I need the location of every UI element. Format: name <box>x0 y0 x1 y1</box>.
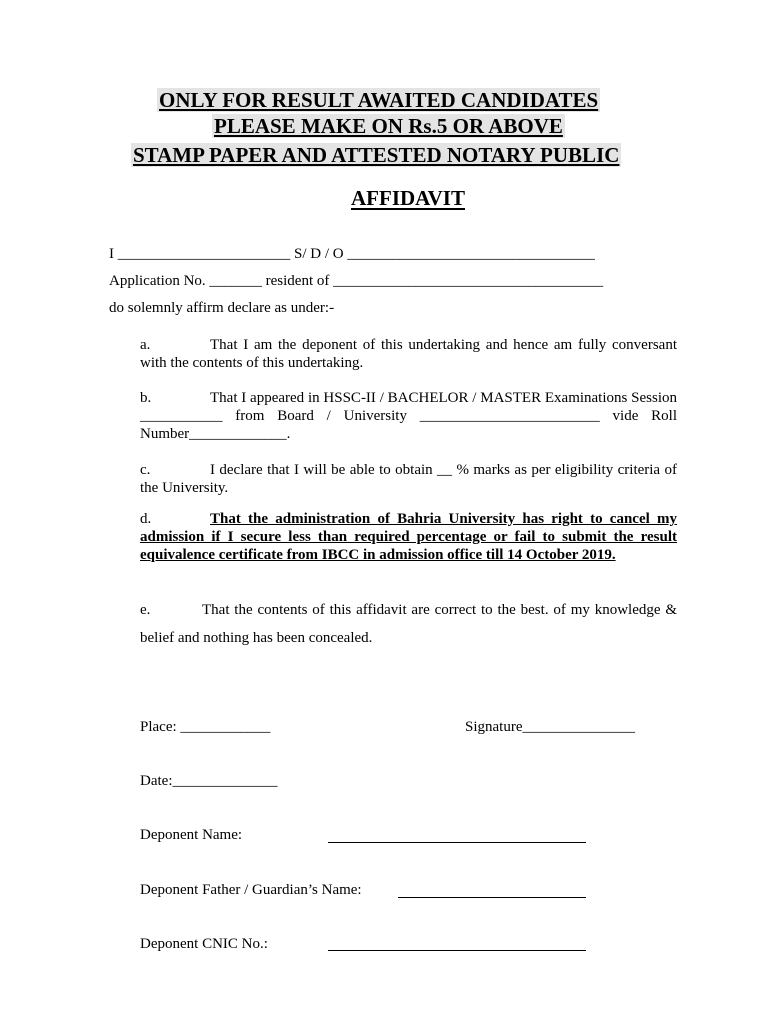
cnic-rule <box>328 950 586 951</box>
intro-application-line: Application No. _______ resident of ____________________________________ <box>109 273 604 289</box>
clause-c-label: c. <box>140 462 151 478</box>
father-name-label: Deponent Father / Guardian’s Name: <box>140 882 362 898</box>
clause-e <box>140 596 677 652</box>
date-field: Date:______________ <box>140 773 278 789</box>
affidavit-title: AFFIDAVIT <box>351 186 465 210</box>
intro-declaration-line: do solemnly affirm declare as under:- <box>109 300 335 316</box>
clause-b-label: b. <box>140 390 152 406</box>
header-line-2 <box>212 114 565 138</box>
header-line-2-text: PLEASE MAKE ON Rs.5 OR ABOVE <box>214 114 563 138</box>
clause-d-label: d. <box>140 511 152 527</box>
header-line-1 <box>157 88 600 112</box>
header-line-3 <box>131 143 621 167</box>
clause-d <box>140 510 677 564</box>
clause-b-text: That I appeared in HSSC-II / BACHELOR / MASTER Examinations Session ___________ from Board / University ________________________ vide Roll Number_____________. <box>140 390 677 442</box>
clause-a <box>140 336 677 372</box>
deponent-name-label: Deponent Name: <box>140 827 243 843</box>
signature-field: Signature_______________ <box>465 719 635 735</box>
clause-c <box>140 461 677 497</box>
clause-d-text: That the administration of Bahria University has right to cancel my admission if I secure less than required percentage or fail to submit the result equivalence certificate from IBCC in admission office till 14 October 2019. <box>140 511 677 563</box>
deponent-name-rule <box>328 842 586 843</box>
clause-b <box>140 389 677 443</box>
clause-a-text: That I am the deponent of this undertaking and hence am fully conversant with the contents of this undertaking. <box>140 337 677 371</box>
header-line-1-text: ONLY FOR RESULT AWAITED CANDIDATES <box>159 88 599 112</box>
intro-name-line: I _______________________ S/ D / O _________________________________ <box>109 246 595 262</box>
place-field: Place: ____________ <box>140 719 271 735</box>
clause-e-label: e. <box>140 602 151 618</box>
header-line-3-text: STAMP PAPER AND ATTESTED NOTARY PUBLIC <box>133 143 620 167</box>
clause-c-text: I declare that I will be able to obtain __ % marks as per eligibility criteria of the University. <box>140 462 677 496</box>
clause-a-label: a. <box>140 337 151 353</box>
clause-e-text: That the contents of this affidavit are correct to the best. of my knowledge & belief and nothing has been concealed. <box>140 602 677 646</box>
father-name-rule <box>398 897 586 898</box>
cnic-label: Deponent CNIC No.: <box>140 936 268 952</box>
